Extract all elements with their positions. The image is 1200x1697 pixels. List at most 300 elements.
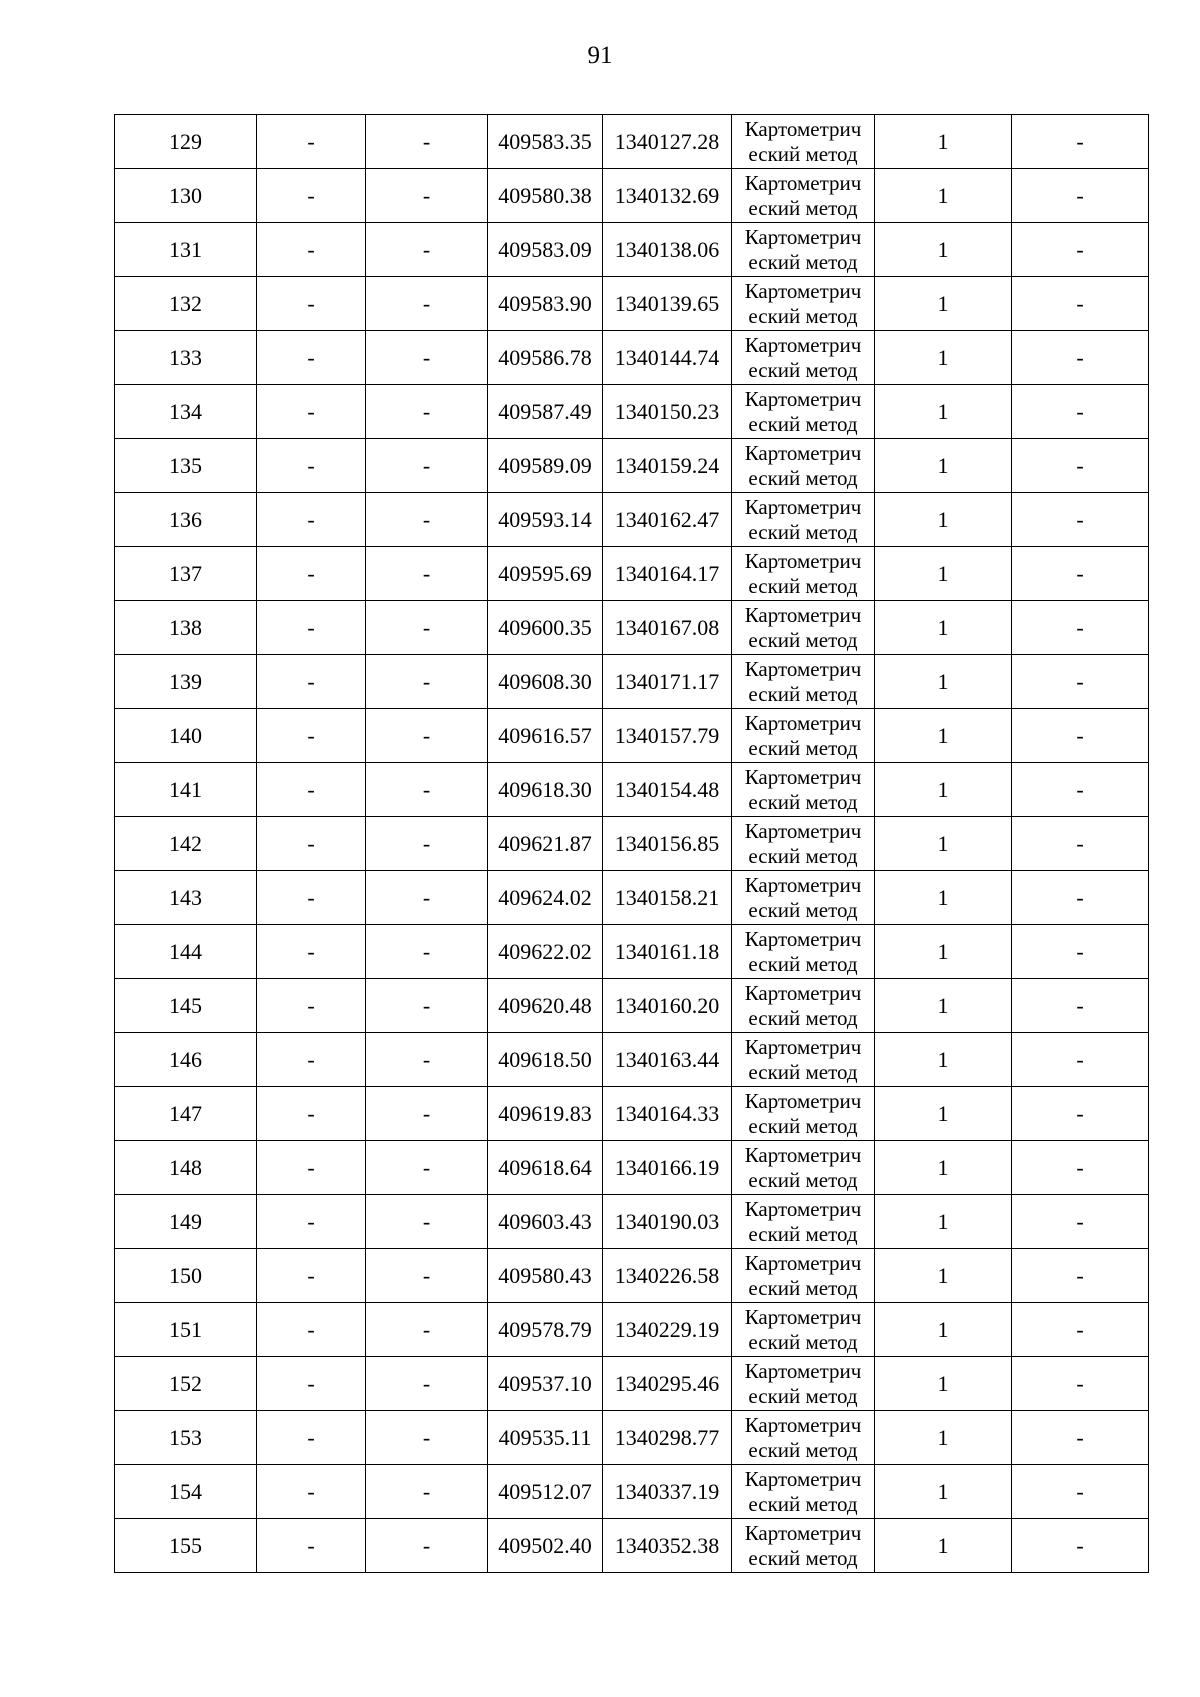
table-row: [115, 385, 1149, 439]
y-coordinate-cell: 1340167.08: [603, 601, 732, 655]
table-row: [115, 979, 1149, 1033]
y-coordinate-cell: 1340132.69: [603, 169, 732, 223]
point-number-cell: 149: [115, 1195, 257, 1249]
description-cell: -: [1012, 439, 1149, 493]
description-cell: -: [1012, 655, 1149, 709]
point-number-cell: 136: [115, 493, 257, 547]
y-coordinate-cell: 1340171.17: [603, 655, 732, 709]
method-cell: [732, 547, 875, 601]
method-cell: [732, 601, 875, 655]
description-cell: -: [1012, 1303, 1149, 1357]
x-coordinate-cell: 409608.30: [488, 655, 603, 709]
table-row: [115, 709, 1149, 763]
empty-cell: -: [257, 277, 366, 331]
accuracy-cell: 1: [875, 1411, 1012, 1465]
description-cell: -: [1012, 277, 1149, 331]
accuracy-cell: 1: [875, 1087, 1012, 1141]
method-line: Картометрич: [744, 764, 862, 789]
point-number-cell: 134: [115, 385, 257, 439]
accuracy-cell: 1: [875, 547, 1012, 601]
method-cell: [732, 1411, 875, 1465]
page-number: 91: [587, 42, 613, 69]
empty-cell: -: [257, 1087, 366, 1141]
y-coordinate-cell: 1340159.24: [603, 439, 732, 493]
y-coordinate-cell: 1340295.46: [603, 1357, 732, 1411]
method-line: Картометрич: [744, 980, 862, 1005]
method-cell: [732, 223, 875, 277]
empty-cell: -: [366, 547, 488, 601]
point-number-cell: 147: [115, 1087, 257, 1141]
method-line: еский метод: [748, 357, 858, 382]
x-coordinate-cell: 409620.48: [488, 979, 603, 1033]
x-coordinate-cell: 409618.30: [488, 763, 603, 817]
method-line: Картометрич: [744, 1142, 862, 1167]
x-coordinate-cell: 409583.90: [488, 277, 603, 331]
method-cell: [732, 1519, 875, 1573]
point-number-cell: 150: [115, 1249, 257, 1303]
y-coordinate-cell: 1340158.21: [603, 871, 732, 925]
description-cell: -: [1012, 385, 1149, 439]
empty-cell: -: [257, 601, 366, 655]
point-number-cell: 148: [115, 1141, 257, 1195]
description-cell: -: [1012, 1357, 1149, 1411]
x-coordinate-cell: 409587.49: [488, 385, 603, 439]
description-cell: -: [1012, 601, 1149, 655]
y-coordinate-cell: 1340139.65: [603, 277, 732, 331]
y-coordinate-cell: 1340164.17: [603, 547, 732, 601]
y-coordinate-cell: 1340226.58: [603, 1249, 732, 1303]
description-cell: -: [1012, 1249, 1149, 1303]
x-coordinate-cell: 409586.78: [488, 331, 603, 385]
method-line: еский метод: [748, 1167, 858, 1192]
empty-cell: -: [257, 385, 366, 439]
method-line: Картометрич: [744, 1412, 862, 1437]
table-row: [115, 601, 1149, 655]
empty-cell: -: [366, 277, 488, 331]
empty-cell: -: [366, 817, 488, 871]
accuracy-cell: 1: [875, 439, 1012, 493]
point-number-cell: 142: [115, 817, 257, 871]
method-cell: [732, 817, 875, 871]
method-cell: [732, 1465, 875, 1519]
table-row: [115, 169, 1149, 223]
point-number-cell: 146: [115, 1033, 257, 1087]
empty-cell: -: [257, 1465, 366, 1519]
description-cell: -: [1012, 169, 1149, 223]
method-line: еский метод: [748, 735, 858, 760]
empty-cell: -: [366, 385, 488, 439]
empty-cell: -: [257, 115, 366, 169]
method-cell: [732, 979, 875, 1033]
table-row: [115, 547, 1149, 601]
y-coordinate-cell: 1340229.19: [603, 1303, 732, 1357]
empty-cell: -: [257, 169, 366, 223]
empty-cell: -: [366, 1033, 488, 1087]
empty-cell: -: [366, 1195, 488, 1249]
x-coordinate-cell: 409618.50: [488, 1033, 603, 1087]
empty-cell: -: [366, 1357, 488, 1411]
accuracy-cell: 1: [875, 1033, 1012, 1087]
table-row: [115, 493, 1149, 547]
table-row: [115, 1087, 1149, 1141]
method-line: Картометрич: [744, 1304, 862, 1329]
accuracy-cell: 1: [875, 817, 1012, 871]
method-cell: [732, 115, 875, 169]
description-cell: -: [1012, 1087, 1149, 1141]
empty-cell: -: [366, 1141, 488, 1195]
x-coordinate-cell: 409621.87: [488, 817, 603, 871]
method-line: еский метод: [748, 897, 858, 922]
table-row: [115, 223, 1149, 277]
accuracy-cell: 1: [875, 223, 1012, 277]
empty-cell: -: [366, 223, 488, 277]
accuracy-cell: 1: [875, 115, 1012, 169]
method-cell: [732, 871, 875, 925]
accuracy-cell: 1: [875, 1195, 1012, 1249]
method-line: Картометрич: [744, 116, 862, 141]
point-number-cell: 145: [115, 979, 257, 1033]
method-line: Картометрич: [744, 440, 862, 465]
description-cell: -: [1012, 223, 1149, 277]
empty-cell: -: [366, 331, 488, 385]
y-coordinate-cell: 1340138.06: [603, 223, 732, 277]
accuracy-cell: 1: [875, 385, 1012, 439]
method-line: еский метод: [748, 1437, 858, 1462]
x-coordinate-cell: 409580.38: [488, 169, 603, 223]
empty-cell: -: [257, 1411, 366, 1465]
method-line: еский метод: [748, 249, 858, 274]
method-line: Картометрич: [744, 1466, 862, 1491]
empty-cell: -: [366, 601, 488, 655]
table-row: [115, 439, 1149, 493]
method-line: Картометрич: [744, 1088, 862, 1113]
accuracy-cell: 1: [875, 331, 1012, 385]
table-row: [115, 1249, 1149, 1303]
description-cell: -: [1012, 763, 1149, 817]
method-line: Картометрич: [744, 1034, 862, 1059]
method-line: Картометрич: [744, 872, 862, 897]
empty-cell: -: [257, 1519, 366, 1573]
accuracy-cell: 1: [875, 1519, 1012, 1573]
table-body: [115, 115, 1149, 1573]
empty-cell: -: [366, 169, 488, 223]
method-line: еский метод: [748, 627, 858, 652]
empty-cell: -: [257, 1141, 366, 1195]
point-number-cell: 152: [115, 1357, 257, 1411]
y-coordinate-cell: 1340150.23: [603, 385, 732, 439]
x-coordinate-cell: 409595.69: [488, 547, 603, 601]
y-coordinate-cell: 1340162.47: [603, 493, 732, 547]
method-line: еский метод: [748, 789, 858, 814]
empty-cell: -: [366, 709, 488, 763]
x-coordinate-cell: 409603.43: [488, 1195, 603, 1249]
method-line: Картометрич: [744, 1520, 862, 1545]
table-row: [115, 871, 1149, 925]
method-cell: [732, 763, 875, 817]
method-line: еский метод: [748, 1545, 858, 1570]
empty-cell: -: [366, 1249, 488, 1303]
y-coordinate-cell: 1340144.74: [603, 331, 732, 385]
x-coordinate-cell: 409600.35: [488, 601, 603, 655]
method-cell: [732, 1195, 875, 1249]
x-coordinate-cell: 409583.35: [488, 115, 603, 169]
method-cell: [732, 655, 875, 709]
description-cell: -: [1012, 493, 1149, 547]
accuracy-cell: 1: [875, 763, 1012, 817]
empty-cell: -: [257, 763, 366, 817]
method-cell: [732, 709, 875, 763]
empty-cell: -: [257, 979, 366, 1033]
method-line: Картометрич: [744, 1250, 862, 1275]
description-cell: -: [1012, 1033, 1149, 1087]
empty-cell: -: [366, 1087, 488, 1141]
accuracy-cell: 1: [875, 1357, 1012, 1411]
method-cell: [732, 493, 875, 547]
y-coordinate-cell: 1340161.18: [603, 925, 732, 979]
description-cell: -: [1012, 1519, 1149, 1573]
method-cell: [732, 1087, 875, 1141]
method-line: еский метод: [748, 1275, 858, 1300]
x-coordinate-cell: 409502.40: [488, 1519, 603, 1573]
method-line: Картометрич: [744, 548, 862, 573]
table-row: [115, 817, 1149, 871]
method-line: еский метод: [748, 195, 858, 220]
method-line: Картометрич: [744, 278, 862, 303]
method-cell: [732, 1141, 875, 1195]
method-line: еский метод: [748, 1113, 858, 1138]
x-coordinate-cell: 409622.02: [488, 925, 603, 979]
method-line: еский метод: [748, 951, 858, 976]
point-number-cell: 144: [115, 925, 257, 979]
y-coordinate-cell: 1340156.85: [603, 817, 732, 871]
y-coordinate-cell: 1340154.48: [603, 763, 732, 817]
point-number-cell: 130: [115, 169, 257, 223]
table-row: [115, 1033, 1149, 1087]
y-coordinate-cell: 1340166.19: [603, 1141, 732, 1195]
method-cell: [732, 277, 875, 331]
method-line: Картометрич: [744, 170, 862, 195]
empty-cell: -: [366, 979, 488, 1033]
point-number-cell: 139: [115, 655, 257, 709]
point-number-cell: 141: [115, 763, 257, 817]
y-coordinate-cell: 1340163.44: [603, 1033, 732, 1087]
method-line: еский метод: [748, 465, 858, 490]
empty-cell: -: [366, 925, 488, 979]
method-line: Картометрич: [744, 494, 862, 519]
accuracy-cell: 1: [875, 1249, 1012, 1303]
y-coordinate-cell: 1340164.33: [603, 1087, 732, 1141]
method-line: еский метод: [748, 411, 858, 436]
table-row: [115, 1465, 1149, 1519]
empty-cell: -: [257, 1357, 366, 1411]
accuracy-cell: 1: [875, 871, 1012, 925]
point-number-cell: 151: [115, 1303, 257, 1357]
method-cell: [732, 1357, 875, 1411]
y-coordinate-cell: 1340157.79: [603, 709, 732, 763]
x-coordinate-cell: 409624.02: [488, 871, 603, 925]
empty-cell: -: [257, 871, 366, 925]
y-coordinate-cell: 1340190.03: [603, 1195, 732, 1249]
method-cell: [732, 1303, 875, 1357]
empty-cell: -: [257, 331, 366, 385]
empty-cell: -: [257, 1195, 366, 1249]
empty-cell: -: [257, 1033, 366, 1087]
point-number-cell: 133: [115, 331, 257, 385]
description-cell: -: [1012, 547, 1149, 601]
empty-cell: -: [366, 871, 488, 925]
method-line: еский метод: [748, 303, 858, 328]
x-coordinate-cell: 409578.79: [488, 1303, 603, 1357]
method-line: Картометрич: [744, 656, 862, 681]
accuracy-cell: 1: [875, 1465, 1012, 1519]
table-row: [115, 277, 1149, 331]
x-coordinate-cell: 409618.64: [488, 1141, 603, 1195]
empty-cell: -: [366, 1411, 488, 1465]
method-cell: [732, 169, 875, 223]
point-number-cell: 131: [115, 223, 257, 277]
accuracy-cell: 1: [875, 601, 1012, 655]
method-line: Картометрич: [744, 926, 862, 951]
method-line: еский метод: [748, 1221, 858, 1246]
method-line: еский метод: [748, 573, 858, 598]
method-line: Картометрич: [744, 710, 862, 735]
table-row: [115, 1141, 1149, 1195]
table-row: [115, 655, 1149, 709]
y-coordinate-cell: 1340352.38: [603, 1519, 732, 1573]
description-cell: -: [1012, 979, 1149, 1033]
empty-cell: -: [366, 493, 488, 547]
accuracy-cell: 1: [875, 1141, 1012, 1195]
table-row: [115, 1411, 1149, 1465]
method-line: еский метод: [748, 1491, 858, 1516]
description-cell: -: [1012, 331, 1149, 385]
x-coordinate-cell: 409537.10: [488, 1357, 603, 1411]
method-line: еский метод: [748, 1005, 858, 1030]
method-line: Картометрич: [744, 224, 862, 249]
empty-cell: -: [257, 925, 366, 979]
empty-cell: -: [257, 439, 366, 493]
empty-cell: -: [257, 709, 366, 763]
table-row: [115, 763, 1149, 817]
description-cell: -: [1012, 871, 1149, 925]
point-number-cell: 153: [115, 1411, 257, 1465]
empty-cell: -: [366, 655, 488, 709]
empty-cell: -: [366, 1465, 488, 1519]
x-coordinate-cell: 409589.09: [488, 439, 603, 493]
accuracy-cell: 1: [875, 925, 1012, 979]
point-number-cell: 143: [115, 871, 257, 925]
empty-cell: -: [366, 439, 488, 493]
method-cell: [732, 439, 875, 493]
empty-cell: -: [257, 547, 366, 601]
table-row: [115, 331, 1149, 385]
method-cell: [732, 385, 875, 439]
accuracy-cell: 1: [875, 169, 1012, 223]
empty-cell: -: [257, 223, 366, 277]
table-row: [115, 1303, 1149, 1357]
description-cell: -: [1012, 115, 1149, 169]
empty-cell: -: [366, 763, 488, 817]
y-coordinate-cell: 1340337.19: [603, 1465, 732, 1519]
method-line: Картометрич: [744, 602, 862, 627]
method-line: еский метод: [748, 519, 858, 544]
x-coordinate-cell: 409583.09: [488, 223, 603, 277]
point-number-cell: 140: [115, 709, 257, 763]
table-row: [115, 1195, 1149, 1249]
method-line: Картометрич: [744, 332, 862, 357]
description-cell: -: [1012, 925, 1149, 979]
method-cell: [732, 925, 875, 979]
description-cell: -: [1012, 709, 1149, 763]
empty-cell: -: [257, 1249, 366, 1303]
table-row: [115, 115, 1149, 169]
accuracy-cell: 1: [875, 1303, 1012, 1357]
method-line: еский метод: [748, 1383, 858, 1408]
method-line: еский метод: [748, 843, 858, 868]
method-line: Картометрич: [744, 818, 862, 843]
empty-cell: -: [257, 493, 366, 547]
method-line: Картометрич: [744, 1358, 862, 1383]
empty-cell: -: [366, 1303, 488, 1357]
empty-cell: -: [366, 1519, 488, 1573]
x-coordinate-cell: 409580.43: [488, 1249, 603, 1303]
point-number-cell: 138: [115, 601, 257, 655]
method-line: еский метод: [748, 681, 858, 706]
point-number-cell: 129: [115, 115, 257, 169]
table-row: [115, 925, 1149, 979]
point-number-cell: 132: [115, 277, 257, 331]
method-cell: [732, 1249, 875, 1303]
description-cell: -: [1012, 1465, 1149, 1519]
method-line: Картометрич: [744, 386, 862, 411]
accuracy-cell: 1: [875, 709, 1012, 763]
method-line: еский метод: [748, 141, 858, 166]
x-coordinate-cell: 409619.83: [488, 1087, 603, 1141]
description-cell: -: [1012, 1195, 1149, 1249]
description-cell: -: [1012, 817, 1149, 871]
empty-cell: -: [366, 115, 488, 169]
y-coordinate-cell: 1340298.77: [603, 1411, 732, 1465]
x-coordinate-cell: 409593.14: [488, 493, 603, 547]
y-coordinate-cell: 1340127.28: [603, 115, 732, 169]
empty-cell: -: [257, 817, 366, 871]
method-cell: [732, 1033, 875, 1087]
accuracy-cell: 1: [875, 655, 1012, 709]
x-coordinate-cell: 409616.57: [488, 709, 603, 763]
method-cell: [732, 331, 875, 385]
method-line: еский метод: [748, 1329, 858, 1354]
x-coordinate-cell: 409512.07: [488, 1465, 603, 1519]
accuracy-cell: 1: [875, 979, 1012, 1033]
table-row: [115, 1519, 1149, 1573]
accuracy-cell: 1: [875, 493, 1012, 547]
method-line: Картометрич: [744, 1196, 862, 1221]
y-coordinate-cell: 1340160.20: [603, 979, 732, 1033]
accuracy-cell: 1: [875, 277, 1012, 331]
description-cell: -: [1012, 1141, 1149, 1195]
method-line: еский метод: [748, 1059, 858, 1084]
point-number-cell: 137: [115, 547, 257, 601]
point-number-cell: 155: [115, 1519, 257, 1573]
coordinates-table: [114, 114, 1149, 1573]
description-cell: -: [1012, 1411, 1149, 1465]
table-row: [115, 1357, 1149, 1411]
point-number-cell: 135: [115, 439, 257, 493]
empty-cell: -: [257, 655, 366, 709]
x-coordinate-cell: 409535.11: [488, 1411, 603, 1465]
point-number-cell: 154: [115, 1465, 257, 1519]
empty-cell: -: [257, 1303, 366, 1357]
